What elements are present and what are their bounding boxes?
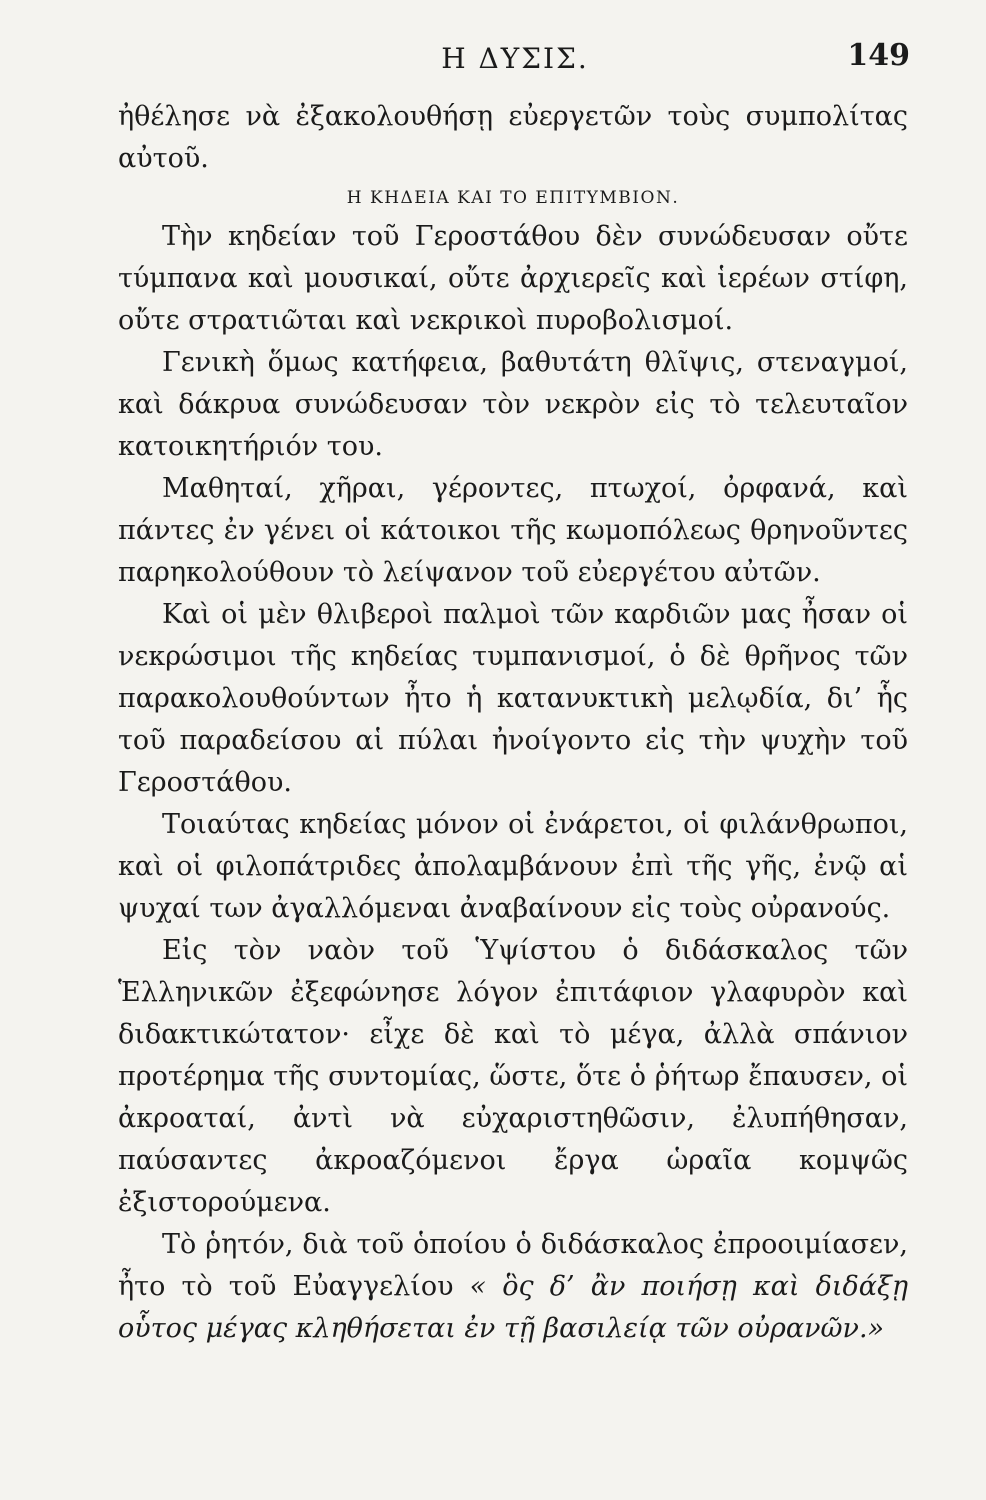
section-heading: Η ΚΗΔΕΙΑ ΚΑΙ ΤΟ ΕΠΙΤΥΜΒΙΟΝ. <box>346 188 680 208</box>
last-paragraph-lead: Τὸ ῥητόν, διὰ τοῦ ὁποίου ὁ διδάσκαλος ἐπροοιμίασεν, ἦτο τὸ τοῦ Εὐαγγελίου <box>118 1229 908 1302</box>
body-text <box>118 96 908 1350</box>
continued-paragraph: ἠθέλησε νὰ ἐξακολουθήσῃ εὐεργετῶν τοὺς συμπολίτας αὐτοῦ. <box>118 101 908 174</box>
paragraph: Γενικὴ ὅμως κατήφεια, βαθυτάτη θλῖψις, στεναγμοί, καὶ δάκρυα συνώδευσαν τὸν νεκρὸν εἰς τὸ τελευταῖον κατοικητήριόν του. <box>118 347 908 462</box>
paragraph: Τὴν κηδείαν τοῦ Γεροστάθου δὲν συνώδευσαν οὔτε τύμπανα καὶ μουσικαί, οὔτε ἀρχιερεῖς καὶ ἱερέων στίφη, οὔτε στρατιῶται καὶ νεκρικοὶ πυροβολισμοί. <box>118 221 908 336</box>
paragraph: Μαθηταί, χῆραι, γέροντες, πτωχοί, ὀρφανά, καὶ πάντες ἐν γένει οἱ κάτοικοι τῆς κωμοπόλεως θρηνοῦντες παρηκολούθουν τὸ λείψανον τοῦ εὐεργέτου αὐτῶν. <box>118 473 908 588</box>
paragraph: Καὶ οἱ μὲν θλιβεροὶ παλμοὶ τῶν καρδιῶν μας ἦσαν οἱ νεκρώσιμοι τῆς κηδείας τυμπανισμοί, ὁ δὲ θρῆνος τῶν παρακολουθούντων ἦτο ἡ κατανυκτικὴ μελῳδία, δι’ ἧς τοῦ παραδείσου αἱ πύλαι ἠνοίγοντο εἰς τὴν ψυχὴν τοῦ Γεροστάθου. <box>118 599 908 798</box>
paragraph: Τοιαύτας κηδείας μόνον οἱ ἐνάρετοι, οἱ φιλάνθρωποι, καὶ οἱ φιλοπάτριδες ἀπολαμβάνουν ἐπὶ τῆς γῆς, ἐνῷ αἱ ψυχαί των ἀγαλλόμεναι ἀναβαίνουν εἰς τοὺς οὐρανούς. <box>118 809 908 924</box>
paragraph: Εἰς τὸν ναὸν τοῦ Ὑψίστου ὁ διδάσκαλος τῶν Ἑλληνικῶν ἐξεφώνησε λόγον ἐπιτάφιον γλαφυρὸν καὶ διδακτικώτατον· εἶχε δὲ καὶ τὸ μέγα, ἀλλὰ σπάνιον προτέρημα τῆς συντομίας, ὥστε, ὅτε ὁ ῥήτωρ ἔπαυσεν, οἱ ἀκροαταί, ἀντὶ νὰ εὐχαριστηθῶσιν, ἐλυπήθησαν, παύσαντες ἀκροαζόμενοι ἔργα ὡραῖα κομψῶς ἐξιστορούμενα. <box>118 935 908 1218</box>
last-paragraph <box>118 1224 908 1350</box>
running-head <box>120 36 910 80</box>
gospel-quote: « ὃς δ’ ἂν ποιήσῃ καὶ διδάξῃ οὗτος μέγας κληθήσεται ἐν τῇ βασιλείᾳ τῶν οὐρανῶν.» <box>118 1271 908 1344</box>
page-number: 149 <box>847 38 910 73</box>
running-title: Η ΔΥΣΙΣ. <box>441 42 589 75</box>
